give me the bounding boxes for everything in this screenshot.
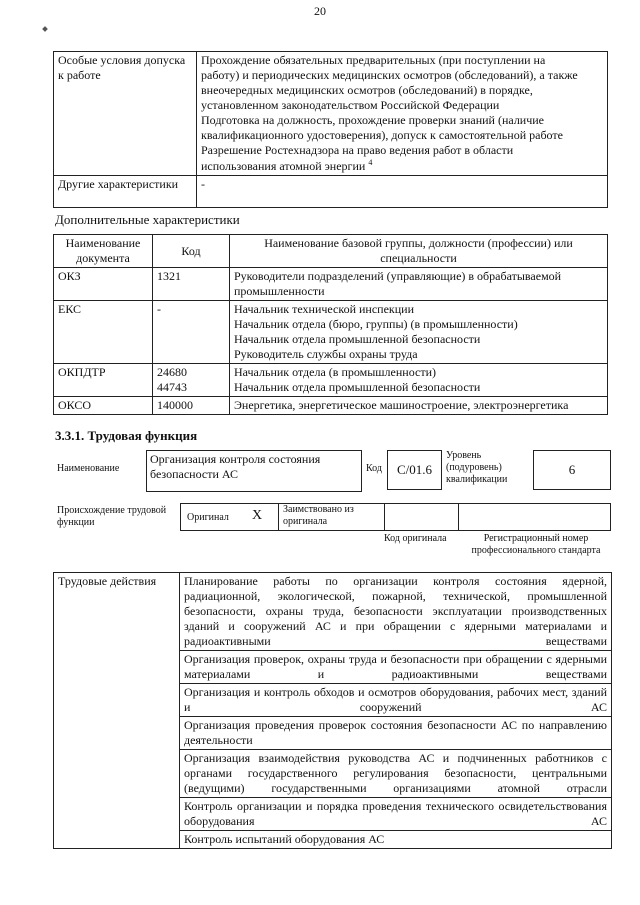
code-label: Код (366, 463, 382, 474)
action-item: Организация и контроль обходов и осмотров оборудования, рабочих мест, зданий и сооружений АС (180, 684, 612, 717)
conditions-row-other (54, 176, 608, 208)
conditions-line: квалификационного удостоверения), допуск к самостоятельной работе (201, 128, 563, 142)
name-line: Руководитель службы охраны труда (234, 347, 418, 361)
code-line: 24680 (157, 365, 187, 379)
code-cell: - (153, 301, 230, 364)
action-item: Контроль организации и порядка проведения технического освидетельствования оборудования АС (180, 798, 612, 831)
name-cell: Энергетика, энергетическое машиностроение, электроэнергетика (230, 397, 608, 415)
name-label: Наименование (57, 463, 120, 474)
origin-divider (458, 503, 459, 530)
function-name-value: Организация контроля состояния безопасности АС (150, 452, 321, 481)
function-code-box (387, 450, 442, 490)
conditions-line: внеочередных медицинских осмотров (обследований) в порядке, (201, 83, 533, 97)
name-cell (230, 301, 608, 364)
conditions-line: установленном законодательством Российской Федерации (201, 98, 500, 112)
function-code-value: С/01.6 (396, 462, 433, 477)
header-name: Наименование базовой группы, должности (профессии) или специальности (230, 235, 608, 268)
conditions-table (53, 51, 608, 208)
table-row (54, 397, 608, 415)
conditions-line: Прохождение обязательных предварительных (при поступлении на (201, 53, 546, 67)
name-line: Начальник отдела промышленной безопасности (234, 380, 481, 394)
conditions-value (197, 52, 608, 176)
code-line: 44743 (157, 380, 187, 394)
conditions-label: Другие характеристики (54, 176, 197, 208)
footnote-marker: 4 (368, 158, 373, 167)
function-title: 3.3.1. Трудовая функция (55, 428, 198, 443)
name-line: Начальник отдела промышленной безопасности (234, 332, 481, 346)
action-item: Организация проведения проверок состояния безопасности АС по направлению деятельности (180, 717, 612, 750)
function-name-box (146, 450, 362, 492)
table-row (54, 301, 608, 364)
action-item: Организация проверок, охраны труда и безопасности при обращении с ядерными материалами и радиоактивными веществами (180, 651, 612, 684)
conditions-line: использования атомной энергии (201, 159, 366, 173)
additional-heading: Дополнительные характеристики (55, 212, 240, 227)
name-cell (230, 364, 608, 397)
code-original-label: Код оригинала (384, 533, 447, 544)
conditions-line: Разрешение Ростехнадзора на право ведения работ в области (201, 143, 514, 157)
doc-cell: ОКЗ (54, 268, 153, 301)
level-box (533, 450, 611, 490)
origin-divider (278, 503, 279, 530)
level-label: Уровень (подуровень) квалификации (446, 450, 508, 485)
doc-cell: ЕКС (54, 301, 153, 364)
table-row (54, 268, 608, 301)
name-line: Начальник технической инспекции (234, 302, 415, 316)
table-row (54, 364, 608, 397)
origin-row (180, 503, 611, 531)
name-line: Начальник отдела (бюро, группы) (в промышленности) (234, 317, 518, 331)
additional-table (53, 234, 608, 415)
name-line: Начальник отдела (в промышленности) (234, 365, 436, 379)
page-number: 20 (314, 4, 326, 18)
actions-label: Трудовые действия (54, 573, 180, 849)
conditions-value: - (197, 176, 608, 208)
reg-number-label: Регистрационный номер профессионального стандарта (471, 533, 601, 556)
doc-cell: ОКПДТР (54, 364, 153, 397)
conditions-label: Особые условия допуска к работе (54, 52, 197, 176)
header-doc: Наименование документа (54, 235, 153, 268)
original-label: Оригинал (187, 512, 229, 523)
action-item: Организация взаимодействия руководства АС и подчиненных работников с органами государственного регулирования безопасности, центральными (ведущими) государственными организациями атомной отрасли (180, 750, 612, 798)
actions-table (53, 572, 612, 849)
name-cell: Руководители подразделений (управляющие) в обрабатываемой промышленности (230, 268, 608, 301)
conditions-row-admission (54, 52, 608, 176)
action-item: Контроль испытаний оборудования АС (180, 831, 612, 849)
additional-header-row (54, 235, 608, 268)
origin-divider (384, 503, 385, 530)
original-mark: X (252, 508, 263, 523)
code-cell: 140000 (153, 397, 230, 415)
header-code: Код (153, 235, 230, 268)
conditions-line: работу) и периодических медицинских осмотров (обследований), а также (201, 68, 578, 82)
conditions-line: Подготовка на должность, прохождение проверки знаний (наличие (201, 113, 545, 127)
doc-cell: ОКСО (54, 397, 153, 415)
origin-label: Происхождение трудовой функции (57, 505, 167, 528)
action-item: Планирование работы по организации контроля состояния ядерной, радиационной, экологической, пожарной, технической, промышленной безопасности, охраны труда, безопасности эксплуатации производственных зданий и сооружений АС и при обращении с ядерными материалами и радиоактивными веществами (180, 573, 612, 651)
level-value: 6 (568, 462, 576, 477)
code-cell: 1321 (153, 268, 230, 301)
table-row (54, 573, 612, 651)
code-cell (153, 364, 230, 397)
borrowed-label: Заимствовано из оригинала (283, 504, 354, 527)
corner-mark (43, 20, 47, 35)
